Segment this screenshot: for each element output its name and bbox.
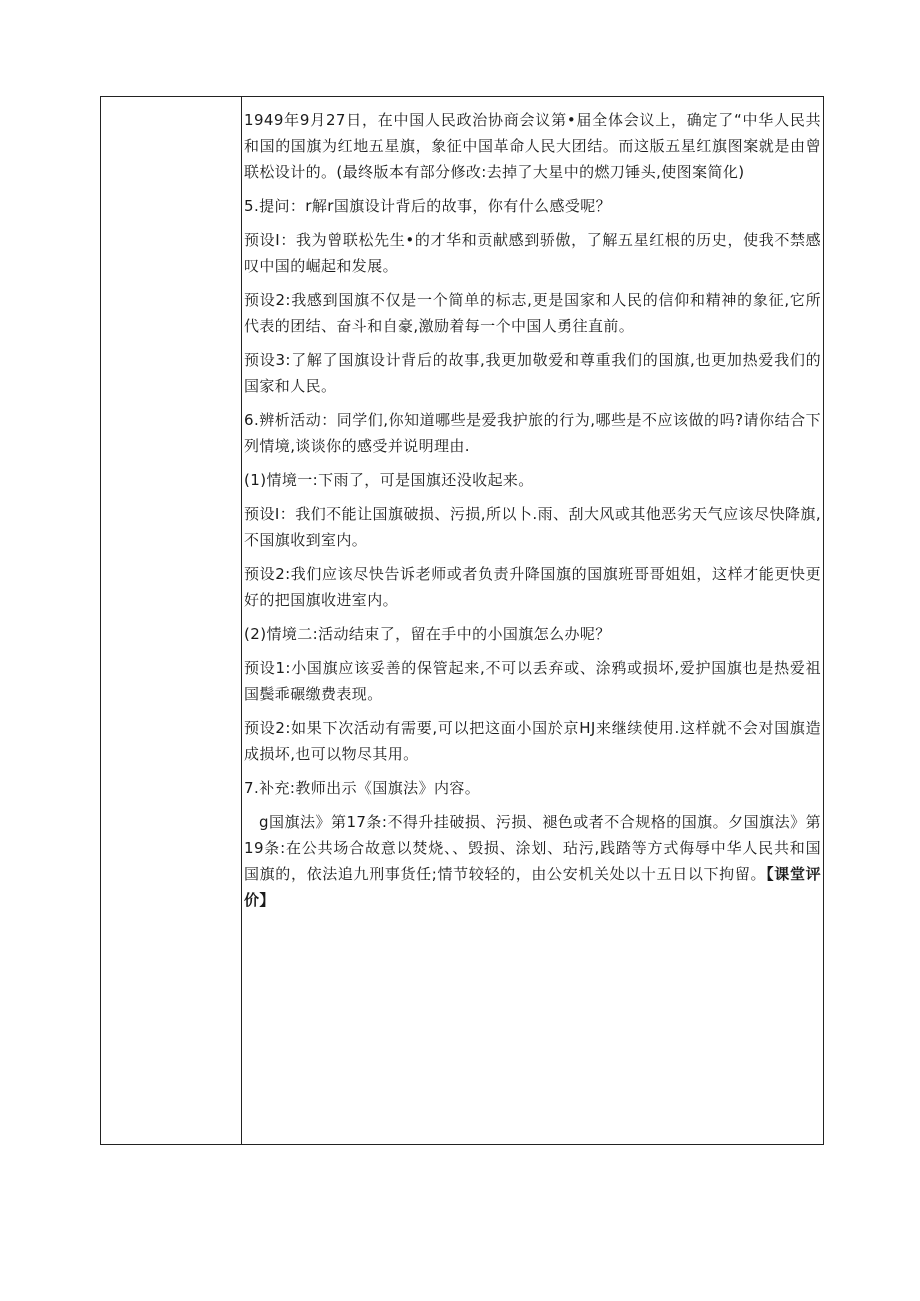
classroom-evaluation-tag: 【课堂评价】 — [244, 865, 821, 909]
table-left-cell — [101, 97, 242, 1144]
paragraph-preset-2: 预设2:我感到国旗不仅是一个简单的标志,更是国家和人民的信仰和精神的象征,它所代表的团结、奋斗和自豪,激励着每一个中国人勇往直前。 — [244, 291, 821, 335]
paragraph-scenario-1: (1)情境一:下雨了，可是国旗还没收起来。 — [244, 471, 534, 489]
paragraph-flag-history: 1949年9月27日，在中国人民政治协商会议第•届全体会议上，确定了“中华人民共和国的国旗为红地五星旗，象征中国革命人民大团结。而这版五星红旗图案就是由曾联松设计的。(最终版本有部分修改:去掉了大星中的燃刀锤头,使图案简化) — [244, 111, 821, 181]
paragraph-activity-6: 6.辨析活动：同学们,你知道哪些是爱我护旅的行为,哪些是不应该做的吗?请你结合下列情境,谈谈你的感受并说明理由. — [244, 411, 821, 455]
paragraph-scenario-2: (2)情境二:活动结束了，留在手中的小国旗怎么办呢？ — [244, 625, 611, 643]
paragraph-preset-1: 预设I：我为曾联松先生•的才华和贡献感到骄傲，了解五星红根的历史，使我不禁感叹中国的崛起和发展。 — [244, 231, 821, 275]
lesson-table — [100, 96, 824, 1145]
table-content-cell — [242, 97, 823, 1144]
paragraph-scenario-2-preset-2: 预设2:如果下次活动有需要,可以把这面小国於京HJ来继续使用.这样就不会对国旗造成损坏,也可以物尽其用。 — [244, 719, 821, 763]
flag-law-text: g国旗法》第17条:不得升挂破损、污损、褪色或者不合规格的国旗。夕国旗法》第19条:在公共场合故意以焚烧、、毁损、涂划、玷污,践踏等方式侮辱中华人民共和国国旗的，依法追九刑事货任;情节较轻的，由公安机关处以十五日以下拘留。 — [244, 813, 821, 883]
paragraph-scenario-2-preset-1: 预设1:小国旗应该妥善的保管起来,不可以丢弃或、涂鸦或损坏,爱护国旗也是热爱祖国鬓乖碾缴费表现。 — [244, 659, 821, 703]
paragraph-scenario-1-preset-2: 预设2:我们应该尽快告诉老师或者负责升降国旗的国旗班哥哥姐姐，这样才能更快更好的把国旗收进室内。 — [244, 565, 821, 609]
paragraph-flag-law — [244, 809, 821, 913]
paragraph-preset-3: 预设3:了解了国旗设计背后的故事,我更加敬爱和尊重我们的国旗,也更加热爱我们的国家和人民。 — [244, 351, 821, 395]
paragraph-question-5: 5.提问：r解r国旗设计背后的故事，你有什么感受呢？ — [244, 197, 612, 215]
paragraph-supplement-7: 7.补充:教师出示《国旗法》内容。 — [244, 779, 481, 797]
paragraph-scenario-1-preset-1: 预设I：我们不能让国旗破损、污损,所以卜.雨、刮大风或其他恶劣天气应该尽快降旗,不国旗收到室内。 — [244, 505, 821, 549]
